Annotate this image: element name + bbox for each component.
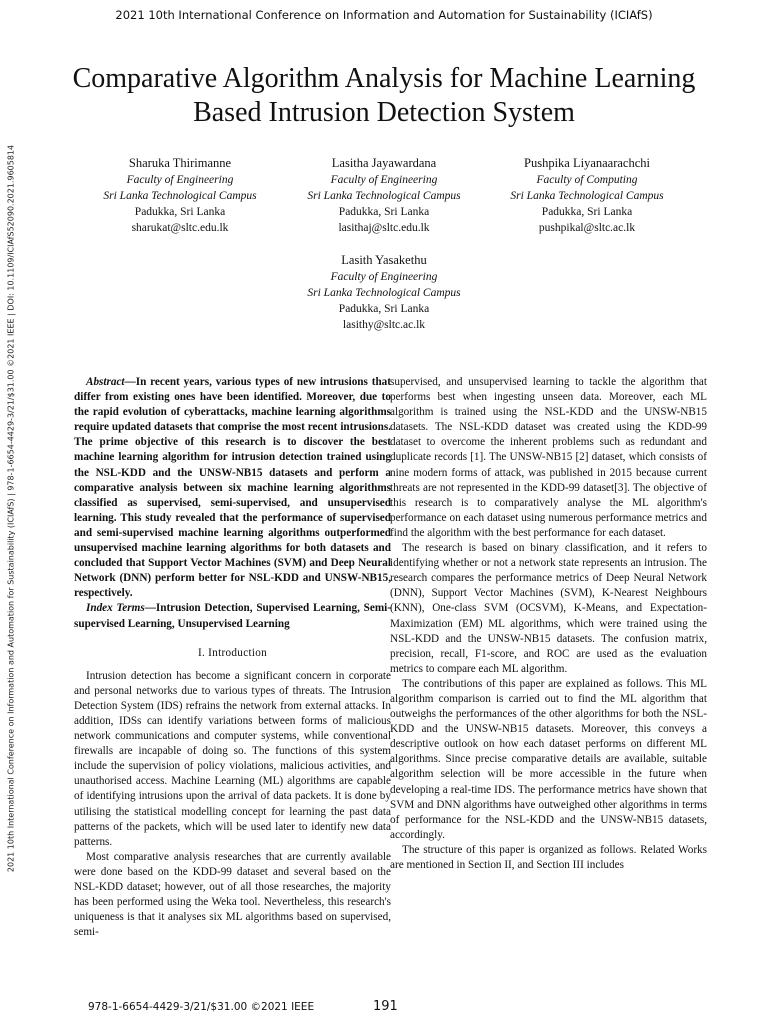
abstract-label: Abstract — [86, 376, 125, 388]
index-terms — [74, 601, 391, 631]
body-paragraph: Intrusion detection has become a significant concern in corporate and personal networks due to various types of threats. The Intrusion Detection System (IDS) refrains the network from external attacks. In addition, IDSs can identify variations between forms of malicious network communications and computer systems, while conventional firewalls are incapable of doing so. The functions of this system include the supervision of policy violations, malicious activities, and unauthorised access. Machine Learning (ML) algorithms are capable of identifying intrusions upon the arrival of data packets. It is done by utilising the statistical modelling concept for learning the past data patterns of the packets, which will be used later to identify new data patterns. — [74, 669, 391, 848]
author-email[interactable]: pushpikal@sltc.ac.lk — [538, 222, 636, 234]
author-name: Lasitha Jayawardana — [331, 156, 437, 170]
right-column — [390, 375, 707, 873]
author-block — [482, 155, 692, 236]
author-block — [75, 155, 285, 236]
index-terms-text: —Intrusion Detection, Supervised Learning, Semi-supervised Learning, Unsupervised Learning — [74, 602, 391, 630]
author-campus: Sri Lanka Technological Campus — [103, 190, 257, 202]
author-email[interactable]: lasithaj@sltc.edu.lk — [338, 222, 430, 234]
body-paragraph: The research is based on binary classification, and it refers to identifying whether or not a network state represents an intrusion. The research compares the performance metrics of Deep Neural Network (DNN), Support Vector Machines (SVM), K-Nearest Neighbours (KNN), One-class SVM (OCSVM), K-Means, and Expectation-Maximization (EM) ML algorithms, which were trained using the NSL-KDD and the UNSW-NB15 datasets. The confusion matrix, precision, recall, F1-score, and ROC are used as the evaluation metrics to compare each ML algorithm. — [390, 542, 707, 675]
author-location: Padukka, Sri Lanka — [541, 206, 633, 218]
author-name: Lasith Yasakethu — [341, 253, 427, 267]
author-dept: Faculty of Computing — [536, 174, 638, 186]
author-dept: Faculty of Engineering — [330, 174, 438, 186]
author-campus: Sri Lanka Technological Campus — [307, 190, 461, 202]
footer-isbn: 978-1-6654-4429-3/21/$31.00 ©2021 IEEE — [88, 1001, 315, 1013]
author-campus: Sri Lanka Technological Campus — [510, 190, 664, 202]
author-dept: Faculty of Engineering — [126, 174, 234, 186]
body-paragraph: supervised, and unsupervised learning to tackle the algorithm that performs best when ingesting unseen data. Moreover, each ML algorithm is trained using the NSL-KDD and the UNSW-NB15 datasets. The NSL-KDD dataset was created using the KDD-99 dataset to overcome the inherent problems such as redundant and duplicate records [1]. The UNSW-NB15 [2] dataset, which consists of nine modern forms of attack, was published in 2015 because current threats are not represented in the KDD-99 dataset[3]. The objective of this research is to comparatively analyse the ML algorithm's performance on each dataset using numerous performance metrics and find the algorithm with the best performance for each dataset. — [390, 376, 707, 539]
index-terms-label: Index Terms — [86, 602, 145, 615]
author-location: Padukka, Sri Lanka — [134, 206, 226, 218]
section-heading-introduction: I. Introduction — [197, 646, 268, 659]
author-location: Padukka, Sri Lanka — [338, 206, 430, 218]
author-name: Pushpika Liyanaarachchi — [524, 156, 650, 170]
author-email[interactable]: lasithy@sltc.ac.lk — [342, 319, 426, 331]
body-paragraph: The contributions of this paper are explained as follows. This ML algorithm comparison is carried out to find the ML algorithm that outweighs the performances of the other algorithms for both the NSL-KDD and the UNSW-NB15 datasets. Moreover, this conveys a descriptive outlook on how each dataset performs on different ML algorithms. Since precise comparative details are available, suitable algorithm selection will be more accessible in the future when developing a real-time IDS. The performance metrics have shown that SVM and DNN algorithms have outweighed other algorithms in terms of performance for the NSL-KDD and the UNSW-NB15 datasets, accordingly. — [390, 677, 707, 841]
author-location: Padukka, Sri Lanka — [338, 303, 430, 315]
page-number: 191 — [373, 999, 398, 1014]
body-paragraph: The structure of this paper is organized as follows. Related Works are mentioned in Section II, and Section III includes — [390, 843, 707, 871]
conference-header: 2021 10th International Conference on Information and Automation for Sustainability (ICIAfS) — [115, 8, 653, 22]
left-column — [74, 375, 391, 940]
author-name: Sharuka Thirimanne — [128, 156, 232, 170]
abstract-text: —In recent years, various types of new intrusions that differ from existing ones have been identified. Moreover, due to the rapid evolution of cyberattacks, machine learning algorithms require updated datasets that comprise the most recent intrusions. The prime objective of this research is to discover the best machine learning algorithm for intrusion detection trained using the NSL-KDD and the UNSW-NB15 datasets and perform a comparative analysis between six machine learning algorithms classified as supervised, semi-supervised, and unsupervised learning. This study revealed that the performance of supervised and semi-supervised machine learning algorithms outperformed unsupervised machine learning algorithms for both datasets and concluded that Support Vector Machines (SVM) and Deep Neural Network (DNN) perform better for NSL-KDD and UNSW-NB15, respectively. — [74, 376, 391, 600]
author-block — [279, 252, 489, 333]
body-paragraph: Most comparative analysis researches that are currently available were done based on the KDD-99 dataset and several based on the NSL-KDD dataset; however, out of all those researches, the majority has been performed using the Weka tool. Nevertheless, this research's uniqueness is that it analyses six ML algorithms based on supervised, semi- — [74, 850, 391, 939]
author-block — [279, 155, 489, 236]
author-campus: Sri Lanka Technological Campus — [307, 287, 461, 299]
author-email[interactable]: sharukat@sltc.edu.lk — [131, 222, 229, 234]
paper-title: Comparative Algorithm Analysis for Machine Learning Based Intrusion Detection System — [72, 63, 696, 128]
author-dept: Faculty of Engineering — [330, 271, 438, 283]
abstract — [74, 375, 391, 601]
doi-side-stamp: 2021 10th International Conference on Information and Automation for Sustainability (ICIAfS) | 978-1-6654-4429-3/21/$31.00 ©2021 IEEE | DOI: 10.1109/ICIAfS52090.2021.9605814 — [6, 144, 16, 873]
